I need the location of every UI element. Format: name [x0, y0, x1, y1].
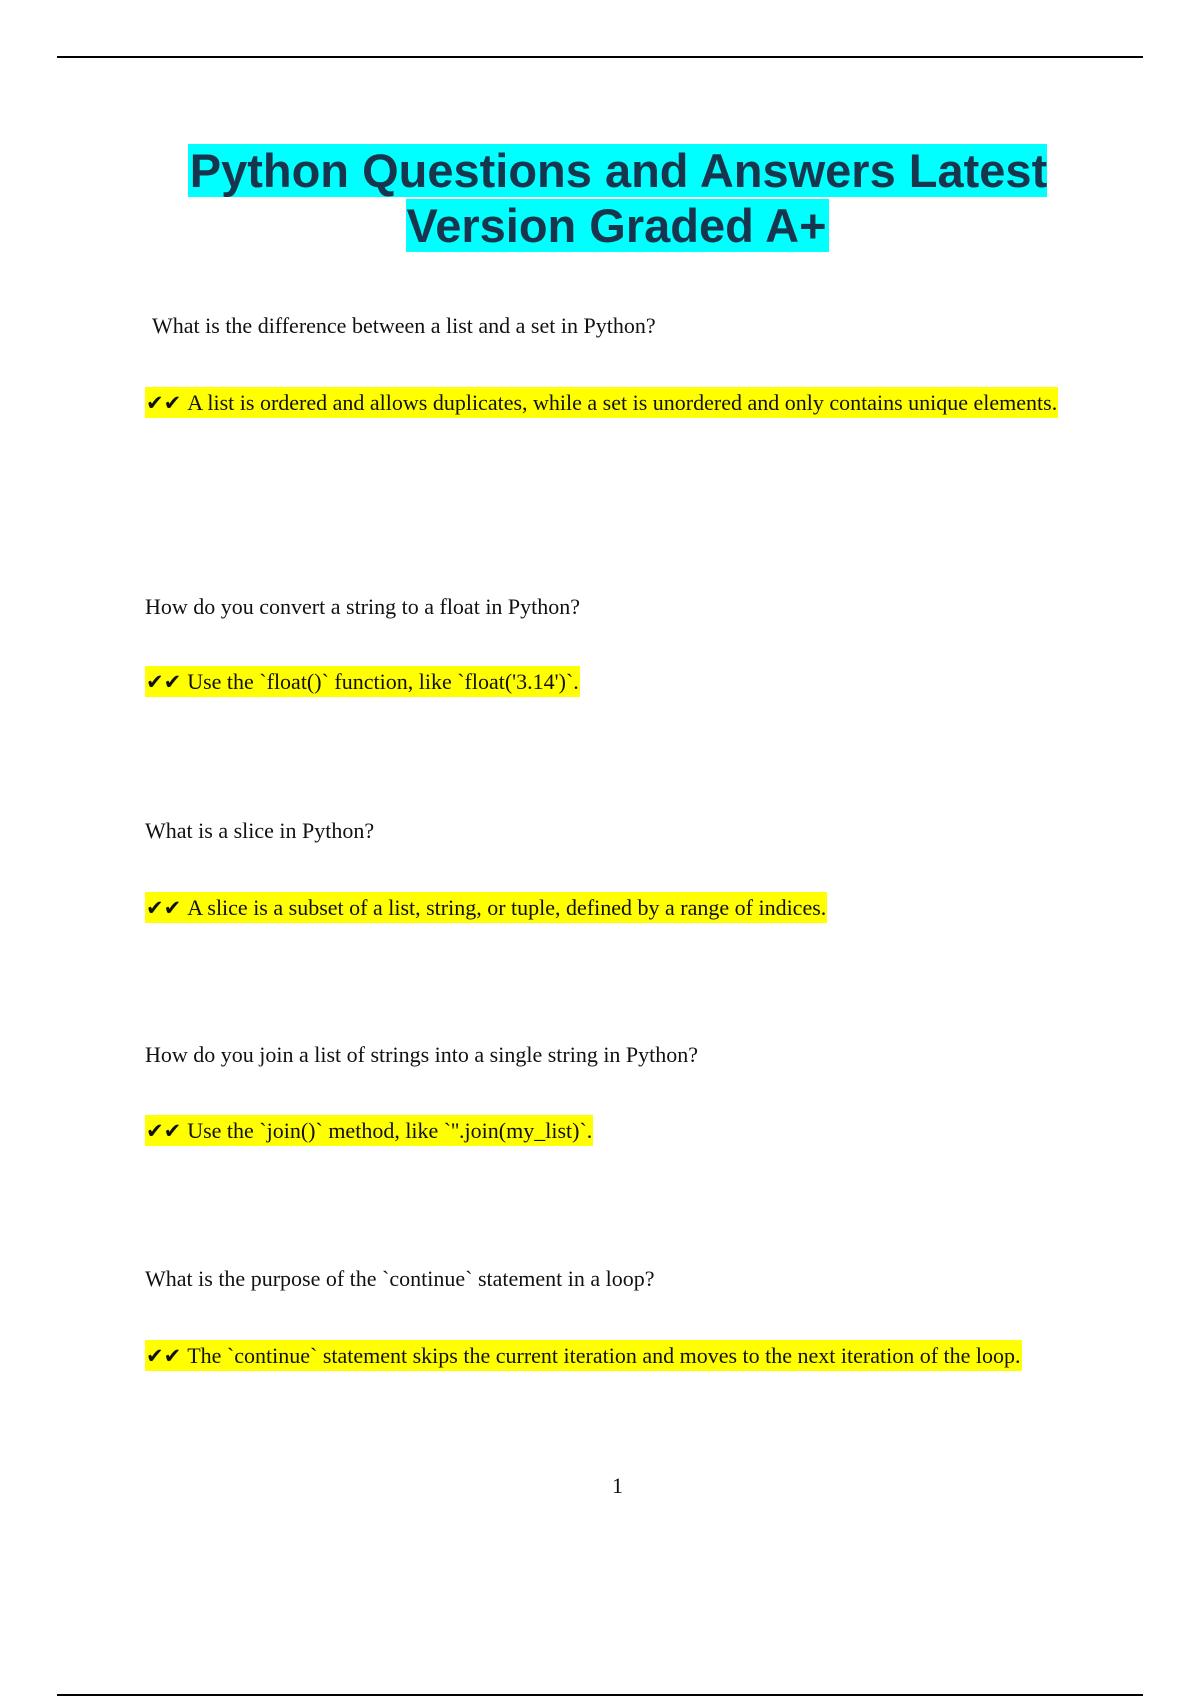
- double-checkmark-icon: ✔✔: [146, 670, 182, 694]
- answer-3: [145, 877, 1065, 939]
- answer-1: [145, 372, 1065, 434]
- answer-5-highlight: [145, 1340, 1022, 1371]
- answer-2-text: Use the `float()` function, like `float('3.14')`.: [187, 669, 579, 694]
- answer-5: [145, 1325, 1065, 1387]
- answer-2: [145, 651, 1065, 713]
- question-2: How do you convert a string to a float in Python?: [145, 594, 581, 619]
- page-number: 1: [612, 1473, 623, 1498]
- answer-4: [145, 1100, 1065, 1162]
- answer-1-highlight: [145, 387, 1058, 418]
- document-title: [140, 143, 1095, 253]
- double-checkmark-icon: ✔✔: [146, 896, 182, 920]
- answer-4-highlight: [145, 1115, 593, 1146]
- answer-4-text: Use the `join()` method, like `''.join(my_list)`.: [187, 1118, 593, 1143]
- double-checkmark-icon: ✔✔: [146, 1119, 182, 1143]
- header-rule: [57, 56, 1143, 58]
- answer-5-text: The `continue` statement skips the current iteration and moves to the next iteration of the loop.: [187, 1343, 1021, 1368]
- double-checkmark-icon: ✔✔: [146, 391, 182, 415]
- question-5: What is the purpose of the `continue` statement in a loop?: [145, 1266, 655, 1291]
- double-checkmark-icon: ✔✔: [146, 1344, 182, 1368]
- answer-1-text: A list is ordered and allows duplicates, while a set is unordered and only contains unique elements.: [187, 390, 1058, 415]
- footer-rule: [57, 1694, 1143, 1696]
- answer-3-text: A slice is a subset of a list, string, or tuple, defined by a range of indices.: [187, 895, 827, 920]
- title-highlight: Python Questions and Answers Latest Version Graded A+: [189, 144, 1048, 252]
- question-4: How do you join a list of strings into a single string in Python?: [145, 1042, 699, 1067]
- answer-3-highlight: [145, 892, 827, 923]
- answer-2-highlight: [145, 666, 580, 697]
- question-1: What is the difference between a list and a set in Python?: [152, 313, 656, 338]
- question-3: What is a slice in Python?: [145, 818, 375, 843]
